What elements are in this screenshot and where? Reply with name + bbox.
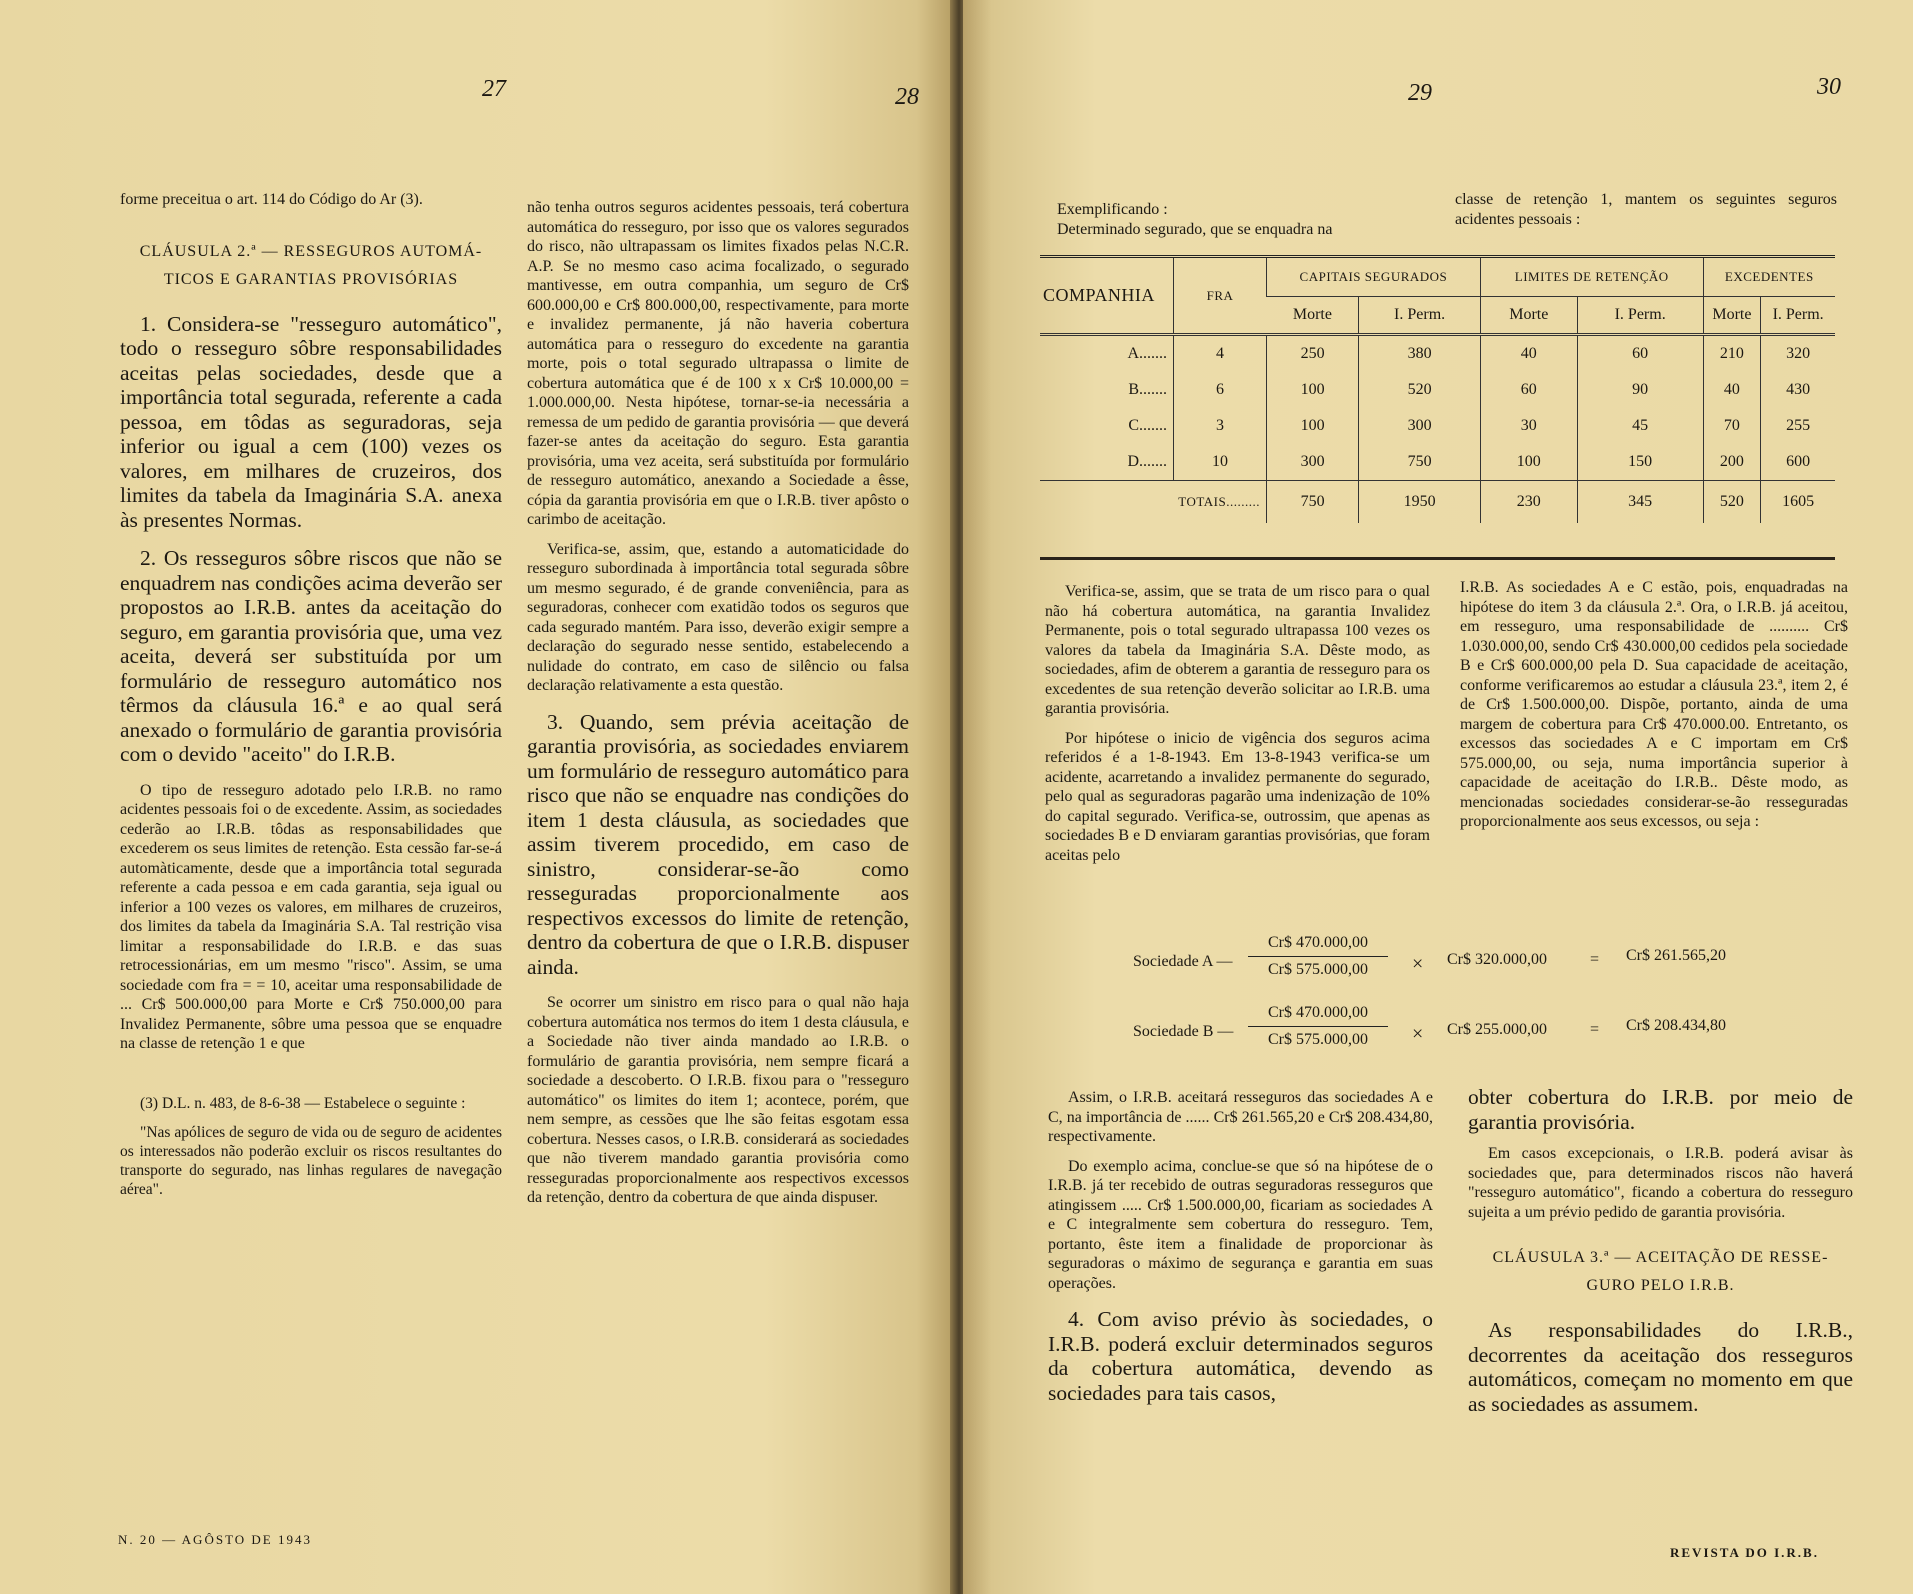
page-number-28: 28 — [895, 84, 919, 110]
example-line-1: Exemplificando : — [1057, 201, 1168, 218]
header-limites-morte: Morte — [1480, 297, 1577, 335]
row-capital-morte: 100 — [1267, 372, 1359, 408]
formula-b-times: × — [1412, 1023, 1424, 1045]
column-page-30-mid: I.R.B. As sociedades A e C estão, pois, enquadradas na hipótese do item 3 da cláusula 2.ª. Ora, o I.R.B. já aceitou, em resseguro, uma responsabilidade de .......... Cr$ 1.030.000,00, sendo Cr$ 430.000,00 cedidos pela sociedade B e Cr$ 600.000,00 pela D. Sua capacidade de aceitação, conforme verificaremos ao estudar a cláusula 23.ª, item 2, é de Cr$ 1.500.000,00. Dispõe, portanto, ainda de uma margem de cobertura para Cr$ 470.000.00. Entretanto, os excessos das sociedades A e C importam em Cr$ 575.000,00, ou seja, numa importância superior à capacidade de aceitação do I.R.B.. Dêste modo, as mencionadas sociedades considerar-se-ão resseguradas proporcionalmente aos seus excessos, ou seja : — [1460, 579, 1848, 830]
column-page-27 — [120, 190, 502, 1209]
total-limite-iperm: 345 — [1577, 481, 1703, 524]
clause-3-heading — [1468, 1244, 1853, 1300]
note-text: O tipo de resseguro adotado pelo I.R.B. no ramo acidentes pessoais foi o de excedente. Assim, as sociedades cederão ao I.R.B. tôdas as responsabilidades que excederem os seus limites de retenção. Esta cessão far-se-á automàticamente, desde que a importância total segurada referente a cada pessoa e em cada garantia, seja igual ou inferior a 100 vezes os valores, em milhares de cruzeiros, dos limites da tabela da Imaginária S.A. Tal restrição visa limitar a responsabilidade do I.R.B. e das suas retrocessionárias, em um mesmo "risco". Assim, se uma sociedade com fra = = 10, aceitar uma responsabilidade de ... Cr$ 500.000,00 para Morte e Cr$ 750.000,00 para Invalidez Permanente, sôbre uma pessoa que se enquadre na classe de retenção 1 e que — [120, 781, 502, 1052]
row-capital-morte: 100 — [1267, 408, 1359, 444]
row-capital-morte: 300 — [1267, 444, 1359, 481]
header-limites: LIMITES DE RETENÇÃO — [1480, 257, 1703, 297]
header-capitais-iperm: I. Perm. — [1359, 297, 1481, 335]
col2-paragraph-1: não tenha outros seguros acidentes pessoais, terá cobertura automática do resseguro, por isso que os valores segurados do risco, não ultrapassam os limites fixados pelas N.C.R. A.P. Se no mesmo caso acima focalizado, o segurado mantivesse, em outra companhia, um seguro de Cr$ 600.000,00 e Cr$ 800.000,00, respectivamente, para morte e invalidez permanente, já não haveria cobertura automática para o resseguro do excedente na garantia morte, pois o total segurado ultrapassa o limite de cobertura automática que é de 100 x x Cr$ 10.000,00 = 1.000.000,00. Nesta hipótese, tornar-se-ia necessária a remessa de um pedido de garantia provisória — que deverá fazer-se antes da aceitação do seguro. Esta garantia provisória, uma vez aceita, será substituída por formulário de resseguro automático, anexando a Sociedade a êsse, cópia da garantia provisória em que o I.R.B. tiver apôsto o carimbo de aceitação. — [527, 199, 909, 528]
row-capital-iperm: 300 — [1359, 408, 1481, 444]
left-page — [0, 0, 955, 1594]
retention-table — [1040, 255, 1835, 523]
row-excedente-iperm: 255 — [1761, 408, 1835, 444]
column-page-28 — [527, 198, 909, 1218]
header-excedentes-iperm: I. Perm. — [1761, 297, 1835, 335]
item-4-text: 4. Com aviso prévio às sociedades, o I.R.B. poderá excluir determinados seguros da cobertura automática, devendo as sociedades para tais casos, — [1048, 1307, 1433, 1405]
row-limite-iperm: 90 — [1577, 372, 1703, 408]
row-excedente-morte: 200 — [1703, 444, 1761, 481]
footnote-3-quote: "Nas apólices de seguro de vida ou de seguro de acidentes os interessados não poderão excluir os riscos resultantes do transporte do segurado, nas linhas regulares de navegação aérea". — [120, 1123, 502, 1198]
formula-a-fraction — [1248, 934, 1388, 979]
footnote-3-heading: (3) D.L. n. 483, de 8-6-38 — Estabelece o seguinte : — [140, 1094, 466, 1112]
header-companhia: COMPANHIA — [1040, 257, 1174, 335]
row-company: C....... — [1128, 417, 1167, 434]
row-excedente-iperm: 320 — [1761, 335, 1835, 373]
row-excedente-morte: 70 — [1703, 408, 1761, 444]
table-header-row-1 — [1040, 257, 1835, 297]
row-limite-morte: 30 — [1480, 408, 1577, 444]
formula-a-label: Sociedade A — — [1133, 953, 1233, 970]
formula-a-numerator: Cr$ 470.000,00 — [1248, 934, 1388, 957]
row-excedente-morte: 210 — [1703, 335, 1761, 373]
item-2-text: 2. Os resseguros sôbre riscos que não se enquadrem nas condições acima deverão ser propostos ao I.R.B. antes da aceitação do seguro, em garantia provisória que, uma vez aceita, deverá ser substituída por um formulário de resseguro automático nos têrmos da cláusula 16.ª e ao qual será anexado o formulário de garantia provisória com o devido "aceito" do I.R.B. — [120, 546, 502, 766]
total-excedente-morte: 520 — [1703, 481, 1761, 524]
formula-a-factor: Cr$ 320.000,00 — [1447, 951, 1547, 968]
page-number-29: 29 — [1408, 80, 1432, 106]
col3-bottom-paragraph-2: Do exemplo acima, conclue-se que só na hipótese de o I.R.B. já ter recebido de outras seguradoras resseguros que atingissem ..... Cr$ 1.500.000,00, ficariam as sociedades A e C integralmente sem cobertura do resseguro. Tem, portanto, êste item a finalidade de proporcionar às seguradoras o máximo de segurança e garantia em suas operações. — [1048, 1157, 1433, 1292]
example-line-2: Determinado segurado, que se enquadra na — [1057, 220, 1333, 238]
row-capital-iperm: 750 — [1359, 444, 1481, 481]
row-fra: 3 — [1174, 408, 1267, 444]
formula-b-label: Sociedade B — — [1133, 1023, 1234, 1040]
header-excedentes: EXCEDENTES — [1703, 257, 1835, 297]
row-company: B....... — [1128, 381, 1167, 398]
clause-2-heading-line2: TICOS E GARANTIAS PROVISÓRIAS — [163, 270, 459, 288]
example-continuation: classe de retenção 1, mantem os seguintes seguros acidentes pessoais : — [1455, 191, 1837, 228]
total-limite-morte: 230 — [1480, 481, 1577, 524]
row-limite-morte: 100 — [1480, 444, 1577, 481]
header-capitais: CAPITAIS SEGURADOS — [1267, 257, 1481, 297]
header-excedentes-morte: Morte — [1703, 297, 1761, 335]
row-company: A....... — [1127, 345, 1167, 362]
formula-b-factor: Cr$ 255.000,00 — [1447, 1021, 1547, 1038]
formula-a-denominator: Cr$ 575.000,00 — [1268, 961, 1368, 978]
page-number-27: 27 — [482, 76, 506, 102]
col3-paragraph-1: Verifica-se, assim, que se trata de um risco para o qual não há cobertura automática, na garantia Invalidez Permanente, pois o total segurado ultrapassa 100 vezes os valores da tabela da Imaginária S.A. Dêste modo, as sociedades, afim de obterem a garantia de resseguro para os excedentes de sua retenção deverão solicitar ao I.R.B. uma garantia provisória. — [1045, 583, 1430, 717]
table-totals-row — [1040, 481, 1835, 524]
col3-bottom-paragraph-1: Assim, o I.R.B. aceitará resseguros das sociedades A e C, na importância de ...... Cr$ 261.565,20 e Cr$ 208.434,80, respectivamente. — [1048, 1089, 1433, 1145]
row-limite-morte: 60 — [1480, 372, 1577, 408]
row-limite-iperm: 45 — [1577, 408, 1703, 444]
formula-b-equals: = — [1590, 1021, 1600, 1038]
col3-paragraph-2: Por hipótese o inicio de vigência dos seguros acima referidos é a 1-8-1943. Em 13-8-1943 verifica-se um acidente, acarretando a invalidez permanente do segurado, pelo qual as seguradoras pagarão uma indenização de 10% do capital segurado. Verifica-se, outrossim, que apenas as sociedades B e D enviaram garantias provisórias, que foram aceitas pelo — [1045, 729, 1430, 864]
col4-bottom-paragraph-2: Em casos excepcionais, o I.R.B. poderá avisar às sociedades que, para determinados riscos não haverá "resseguro automático", ficando a cobertura do resseguro sujeita a um prévio pedido de garantia provisória. — [1468, 1145, 1853, 1221]
table-row — [1040, 444, 1835, 481]
column-page-29-bottom — [1048, 1088, 1433, 1415]
table-row — [1040, 372, 1835, 408]
clause-3-heading-line2: GURO PELO I.R.B. — [1586, 1277, 1735, 1294]
clause-3-heading-line1: CLÁUSULA 3.ª — ACEITAÇÃO DE RESSE- — [1492, 1249, 1829, 1266]
totals-label: TOTAIS......... — [1040, 481, 1267, 524]
column-page-29-mid — [1045, 582, 1430, 875]
footer-issue: N. 20 — AGÔSTO DE 1943 — [118, 1532, 312, 1547]
formula-b-result: Cr$ 208.434,80 — [1626, 1017, 1726, 1034]
formula-a-equals: = — [1590, 951, 1600, 968]
clause-2-heading-line1: CLÁUSULA 2.ª — RESSEGUROS AUTOMÁ- — [139, 242, 483, 260]
total-capital-morte: 750 — [1267, 481, 1359, 524]
col2-paragraph-3: Se ocorrer um sinistro em risco para o qual não haja cobertura automática nos termos do item 1 desta cláusula, e a Sociedade não tiver ainda mandado ao I.R.B. o formulário de garantia provisória, nem sempre ficará a sociedade a descoberto. O I.R.B. fixou para o "resseguro automático" os limites do item 1; acontece, porém, que nem sempre, as cessões que lhe são feitas esgotam essa cobertura. Nesses casos, o I.R.B. considerará as sociedades que não tiverem mandado garantia provisória como resseguradas proporcionalmente aos respectivos excessos da retenção, dentro da cobertura de que ainda dispuser. — [527, 994, 909, 1206]
table-row — [1040, 408, 1835, 444]
intro-text: forme preceitua o art. 114 do Código do Ar (3). — [120, 191, 423, 208]
column-page-30-bottom — [1468, 1085, 1853, 1426]
row-limite-morte: 40 — [1480, 335, 1577, 373]
header-fra: FRA — [1174, 257, 1267, 335]
row-excedente-morte: 40 — [1703, 372, 1761, 408]
row-capital-iperm: 520 — [1359, 372, 1481, 408]
formula-b-numerator: Cr$ 470.000,00 — [1248, 1004, 1388, 1027]
page-number-30: 30 — [1817, 74, 1841, 100]
col4-bottom-paragraph-1: obter cobertura do I.R.B. por meio de garantia provisória. — [1468, 1085, 1853, 1134]
example-intro — [1057, 200, 1427, 239]
col2-paragraph-2: Verifica-se, assim, que, estando a automaticidade do resseguro subordinada à importância total segurada sôbre um mesmo segurado, é de grande conveniência, para as seguradoras, conhecer com exatidão todos os seguros que cada segurado mantém. Para isso, deverão exigir sempre a declaração do segurado nesse sentido, estabelecendo a nulidade do contrato, em caso de silêncio ou falsa declaração relativamente a esta questão. — [527, 540, 909, 694]
row-capital-iperm: 380 — [1359, 335, 1481, 373]
formula-a-result: Cr$ 261.565,20 — [1626, 947, 1726, 964]
table-row — [1040, 335, 1835, 373]
header-limites-iperm: I. Perm. — [1577, 297, 1703, 335]
item-3-text: 3. Quando, sem prévia aceitação de garantia provisória, as sociedades enviarem um formulário de resseguro automático para risco que não se enquadre nas condições do item 1 desta cláusula, as sociedades que assim tiverem procedido, em caso de sinistro, considerar-se-ão como resseguradas proporcionalmente aos respectivos excessos do limite de retenção, dentro da cobertura de que o I.R.B. dispuser ainda. — [527, 709, 909, 979]
total-capital-iperm: 1950 — [1359, 481, 1481, 524]
row-company: D....... — [1127, 453, 1167, 470]
clause-2-heading — [120, 238, 502, 294]
row-capital-morte: 250 — [1267, 335, 1359, 373]
row-excedente-iperm: 430 — [1761, 372, 1835, 408]
row-limite-iperm: 150 — [1577, 444, 1703, 481]
item-1-text: 1. Considera-se "resseguro automático", todo o resseguro sôbre responsabilidades aceitas pelas sociedades, desde que a importância total segurada, referente a cada pessoa, em tôdas as seguradoras, seja inferior ou igual a cem (100) vezes os valores, em milhares de cruzeiros, dos limites da tabela da Imaginária S.A. anexa às presentes Normas. — [120, 311, 502, 532]
row-excedente-iperm: 600 — [1761, 444, 1835, 481]
header-capitais-morte: Morte — [1267, 297, 1359, 335]
total-excedente-iperm: 1605 — [1761, 481, 1835, 524]
row-fra: 6 — [1174, 372, 1267, 408]
col4-bottom-paragraph-3: As responsabilidades do I.R.B., decorrentes da aceitação dos resseguros automáticos, começam no momento em que as sociedades as assumem. — [1468, 1318, 1853, 1416]
row-fra: 4 — [1174, 335, 1267, 373]
row-limite-iperm: 60 — [1577, 335, 1703, 373]
formula-b-fraction — [1248, 1004, 1388, 1049]
footer-journal: REVISTA DO I.R.B. — [1670, 1545, 1819, 1560]
row-fra: 10 — [1174, 444, 1267, 481]
formula-a-times: × — [1412, 953, 1424, 975]
table-bottom-rule — [1040, 557, 1835, 560]
formula-b-denominator: Cr$ 575.000,00 — [1268, 1031, 1368, 1048]
